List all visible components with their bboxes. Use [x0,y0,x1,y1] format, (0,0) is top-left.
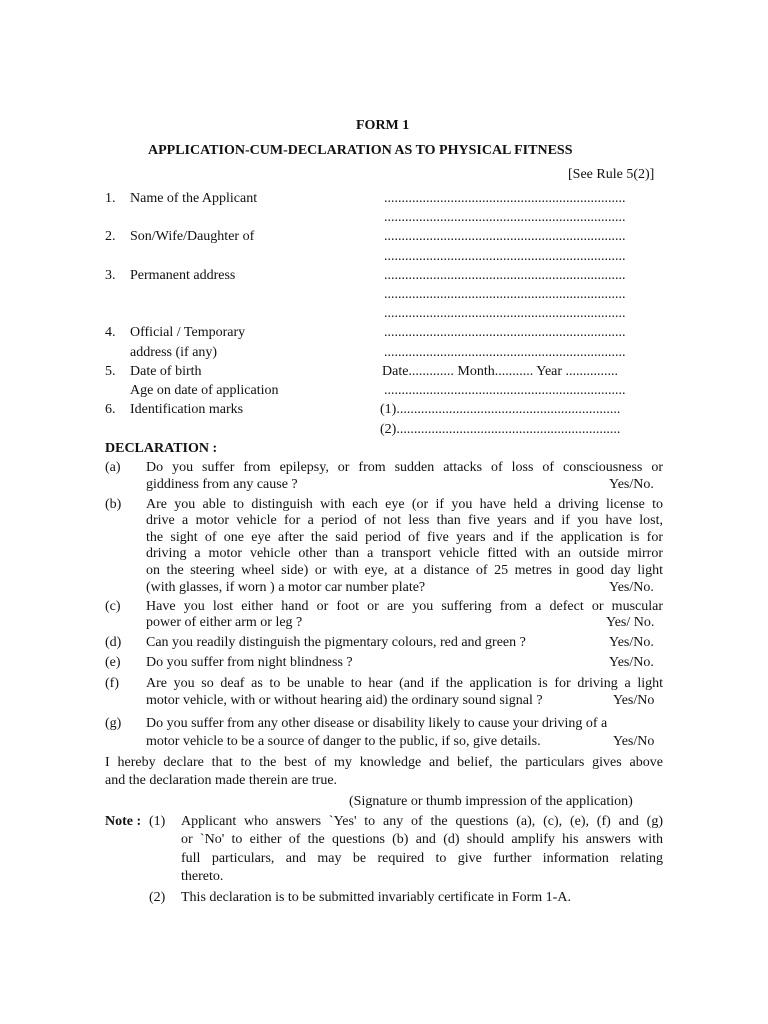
question-b-answer[interactable]: Yes/No. [609,580,654,595]
question-letter: (b) [105,497,122,512]
hereby-line-1: I hereby declare that to the best of my knowledge and belief, the particulars gives above [105,755,663,770]
relation-line-2[interactable]: ..................................................................... [384,249,626,264]
question-f-answer[interactable]: Yes/No [613,693,655,708]
address-line-2[interactable]: ..................................................................... [384,287,626,302]
question-b-line-6: (with glasses, if worn ) a motor car number plate? [146,580,426,595]
declaration-heading: DECLARATION : [105,441,218,456]
question-b-line-1: Are you able to distinguish with each eye (or if you have held a driving license to [146,497,663,512]
field-number: 3. [105,268,116,283]
field-number: 4. [105,325,116,340]
question-f-line-2: motor vehicle, with or without hearing aid) the ordinary sound signal ? [146,693,543,708]
question-letter: (e) [105,655,121,670]
note-1-line-4: thereto. [181,869,224,884]
date-of-birth-line[interactable]: Date............. Month........... Year ............... [382,364,619,379]
field-number: 1. [105,191,116,206]
field-label-date-of-birth: Date of birth [130,364,202,379]
note-1-line-3: full particulars, and may be required to give further information relating [181,851,663,866]
question-d-answer[interactable]: Yes/No. [609,635,654,650]
question-a-line-1: Do you suffer from epilepsy, or from sudden attacks of loss of consciousness or [146,460,663,475]
address-line-1[interactable]: ..................................................................... [384,268,626,283]
name-line-2[interactable]: ..................................................................... [384,210,626,225]
question-c-line-2: power of either arm or leg ? [146,615,303,630]
note-number-2: (2) [149,890,166,905]
name-line-1[interactable]: ..................................................................... [384,191,626,206]
question-e-line-1: Do you suffer from night blindness ? [146,655,353,670]
identification-mark-1[interactable]: (1)................................................................ [380,402,621,417]
field-label-official-address-2: address (if any) [130,345,218,360]
note-2-text: This declaration is to be submitted invariably certificate in Form 1-A. [181,890,571,905]
relation-line-1[interactable]: ..................................................................... [384,229,626,244]
field-label-name: Name of the Applicant [130,191,258,206]
hereby-line-2: and the declaration made therein are true. [105,773,338,788]
field-number: 2. [105,229,116,244]
note-label: Note : [105,814,142,829]
field-label-age: Age on date of application [130,383,279,398]
question-letter: (g) [105,716,122,731]
question-d-line-1: Can you readily distinguish the pigmentary colours, red and green ? [146,635,526,650]
question-g-line-2: motor vehicle to be a source of danger to the public, if so, give details. [146,734,541,749]
question-g-answer[interactable]: Yes/No [613,734,655,749]
age-line[interactable]: ..................................................................... [384,383,626,398]
field-label-identification: Identification marks [130,402,244,417]
note-number-1: (1) [149,814,166,829]
question-b-line-4: driving a motor vehicle other than a transport vehicle fitted with an outside mirror [146,546,663,561]
field-number: 5. [105,364,116,379]
field-label-permanent-address: Permanent address [130,268,236,283]
field-label-relation: Son/Wife/Daughter of [130,229,255,244]
question-a-line-2: giddiness from any cause ? [146,477,298,492]
question-c-line-1: Have you lost either hand or foot or are you suffering from a defect or muscular [146,599,663,614]
address-line-3[interactable]: ..................................................................... [384,306,626,321]
question-letter: (a) [105,460,121,475]
question-a-answer[interactable]: Yes/No. [609,477,654,492]
question-b-line-2: drive a motor vehicle for a period of not less than five years and if you have lost, [146,513,663,528]
signature-line: (Signature or thumb impression of the application) [349,794,633,809]
question-letter: (c) [105,599,121,614]
field-label-official-address: Official / Temporary [130,325,246,340]
note-1-line-1: Applicant who answers `Yes' to any of the questions (a), (c), (e), (f) and (g) [181,814,663,829]
question-c-answer[interactable]: Yes/ No. [606,615,655,630]
question-g-line-1: Do you suffer from any other disease or disability likely to cause your driving of a [146,716,608,731]
rule-reference: [See Rule 5(2)] [568,167,655,182]
question-letter: (f) [105,676,119,691]
official-address-line-2[interactable]: ..................................................................... [384,345,626,360]
note-1-line-2: or `No' to either of the questions (b) and (d) should amplify his answers with [181,832,663,847]
question-b-line-3: the sight of one eye after the said period of five years and if the application is for [146,530,663,545]
field-number: 6. [105,402,116,417]
question-b-line-5: on the steering wheel side) or with eye, at a distance of 25 metres in good day light [146,563,663,578]
identification-mark-2[interactable]: (2)................................................................ [380,422,621,437]
form-title: APPLICATION-CUM-DECLARATION AS TO PHYSICAL FITNESS [148,143,573,158]
question-e-answer[interactable]: Yes/No. [609,655,654,670]
official-address-line-1[interactable]: ..................................................................... [384,325,626,340]
question-f-line-1: Are you so deaf as to be unable to hear (and if the application is for driving a light [146,676,663,691]
question-letter: (d) [105,635,122,650]
form-number: FORM 1 [356,118,410,133]
